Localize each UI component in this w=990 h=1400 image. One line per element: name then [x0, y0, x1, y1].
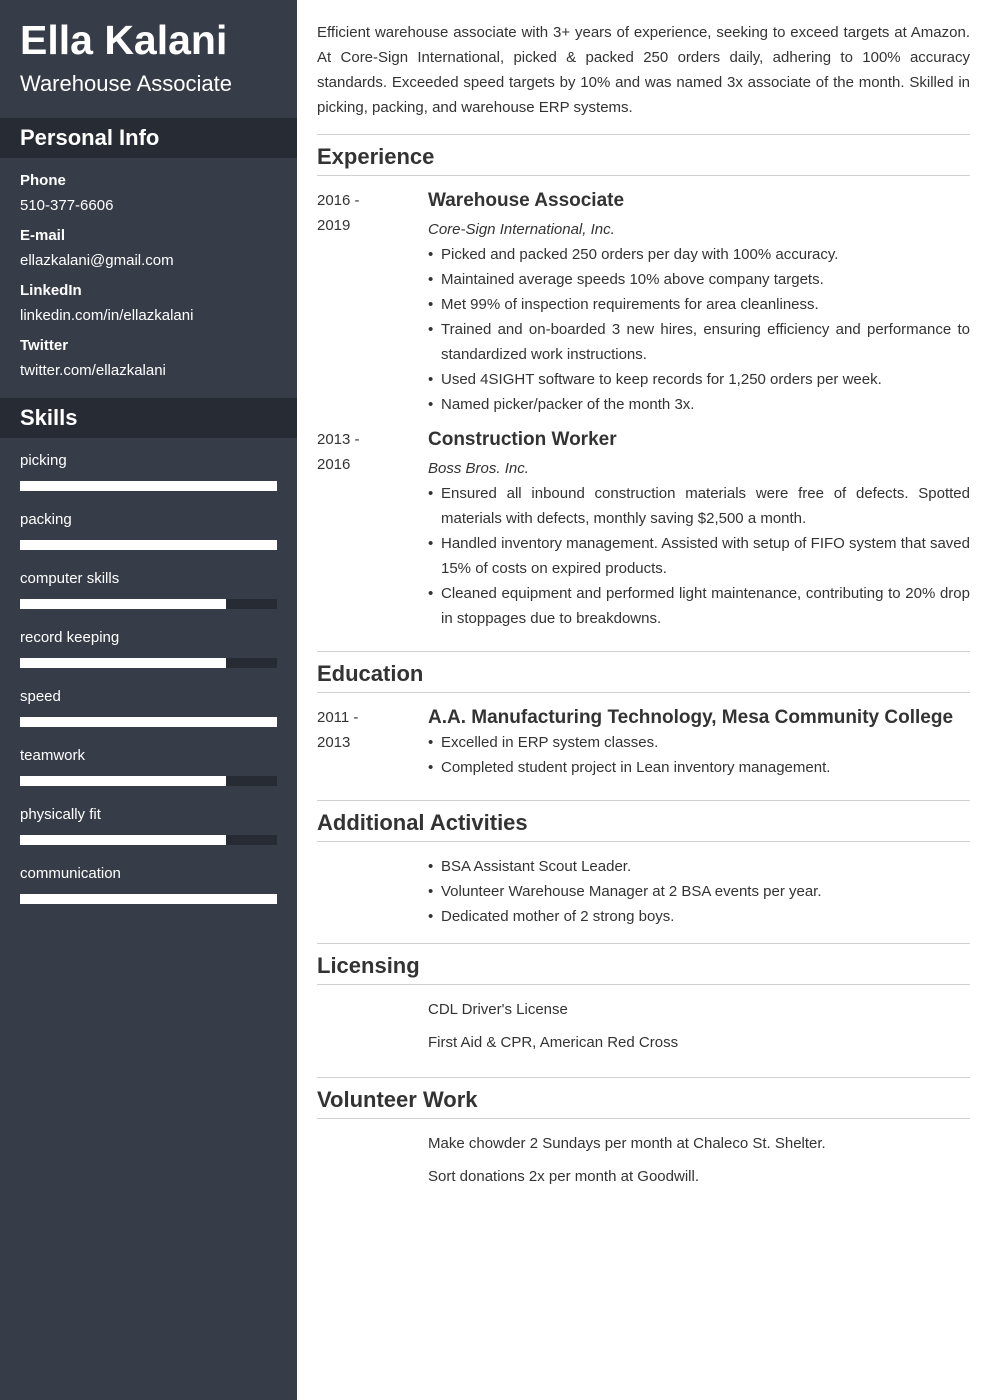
skill-bar-fill — [20, 599, 226, 609]
skill-bar — [20, 894, 277, 904]
skill-name: physically fit — [20, 806, 101, 823]
email-value: ellazkalani@gmail.com — [20, 252, 174, 269]
bullet-item: • Excelled in ERP system classes. — [428, 730, 970, 755]
skill-item — [20, 629, 277, 688]
bullet-list — [317, 854, 970, 929]
bullet-item: • Handled inventory management. Assisted with setup of FIFO system that saved 15% of costs on expired products. — [428, 531, 970, 581]
bullet-item: • Picked and packed 250 orders per day with 100% accuracy. — [428, 242, 970, 267]
date-end: 2016 — [317, 456, 351, 473]
job-title: Construction Worker — [428, 429, 617, 450]
volunteer-item: Make chowder 2 Sundays per month at Chaleco St. Shelter. — [428, 1135, 826, 1152]
entry-content — [428, 705, 970, 780]
education-body — [317, 693, 970, 800]
experience-body — [317, 176, 970, 651]
bullet-item: • Dedicated mother of 2 strong boys. — [428, 904, 970, 929]
activities-section — [317, 800, 970, 943]
twitter-value: twitter.com/ellazkalani — [20, 362, 166, 379]
skill-bar-fill — [20, 776, 226, 786]
licensing-section — [317, 943, 970, 1077]
bullet-item: • Maintained average speeds 10% above company targets. — [428, 267, 970, 292]
skill-bar — [20, 599, 277, 609]
skill-bar — [20, 776, 277, 786]
skill-name: packing — [20, 511, 72, 528]
company-name: Core-Sign International, Inc. — [428, 221, 615, 238]
activities-header: Additional Activities — [317, 801, 970, 842]
info-phone — [20, 172, 277, 215]
skill-bar — [20, 658, 277, 668]
skill-bar — [20, 481, 277, 491]
date-end: 2019 — [317, 217, 351, 234]
info-linkedin — [20, 282, 277, 325]
date-start: 2016 - — [317, 192, 360, 209]
skill-bar-fill — [20, 540, 277, 550]
job-title: Warehouse Associate — [428, 190, 625, 211]
linkedin-value: linkedin.com/in/ellazkalani — [20, 307, 194, 324]
skill-item — [20, 747, 277, 806]
skill-item — [20, 806, 277, 865]
licensing-header: Licensing — [317, 944, 970, 985]
skill-bar — [20, 717, 277, 727]
date-start: 2013 - — [317, 431, 360, 448]
bullet-list — [428, 242, 970, 417]
main-content — [317, 0, 970, 1211]
bullet-item: • Ensured all inbound construction materials were free of defects. Spotted materials with defects, monthly saving $2,500 a month. — [428, 481, 970, 531]
entry-content — [428, 427, 970, 631]
entry-date — [317, 188, 428, 417]
skill-name: computer skills — [20, 570, 120, 587]
candidate-name: Ella Kalani — [20, 17, 228, 63]
personal-info-header: Personal Info — [0, 118, 297, 158]
bullet-item: • BSA Assistant Scout Leader. — [428, 854, 970, 879]
experience-entry — [317, 188, 970, 417]
education-section — [317, 651, 970, 800]
info-label: LinkedIn — [20, 282, 82, 299]
skill-bar-fill — [20, 658, 226, 668]
skills-header: Skills — [0, 398, 297, 438]
info-twitter — [20, 337, 277, 380]
volunteer-header: Volunteer Work — [317, 1078, 970, 1119]
entry-date — [317, 705, 428, 780]
info-email — [20, 227, 277, 270]
bullet-list — [428, 730, 970, 780]
skill-item — [20, 865, 277, 924]
skills-list — [0, 438, 297, 924]
skill-item — [20, 452, 277, 511]
personal-info — [0, 158, 297, 398]
date-end: 2013 — [317, 734, 351, 751]
licensing-body — [317, 985, 970, 1077]
sidebar — [0, 0, 297, 1400]
skill-bar-fill — [20, 717, 277, 727]
experience-header: Experience — [317, 135, 970, 176]
experience-entry — [317, 427, 970, 631]
education-header: Education — [317, 652, 970, 693]
skill-item — [20, 688, 277, 747]
skill-name: picking — [20, 452, 67, 469]
skill-bar-fill — [20, 481, 277, 491]
activities-body — [317, 842, 970, 943]
experience-section — [317, 134, 970, 651]
bullet-item: • Volunteer Warehouse Manager at 2 BSA events per year. — [428, 879, 970, 904]
skill-name: teamwork — [20, 747, 86, 764]
info-label: Twitter — [20, 337, 69, 354]
bullet-item: • Trained and on-boarded 3 new hires, ensuring efficiency and performance to standardized work instructions. — [428, 317, 970, 367]
skill-bar — [20, 540, 277, 550]
volunteer-item: Sort donations 2x per month at Goodwill. — [428, 1168, 699, 1185]
bullet-item: • Completed student project in Lean inventory management. — [428, 755, 970, 780]
entry-content — [428, 188, 970, 417]
bullet-item: • Met 99% of inspection requirements for area cleanliness. — [428, 292, 970, 317]
candidate-title: Warehouse Associate — [20, 71, 232, 96]
skill-name: speed — [20, 688, 61, 705]
skill-bar-fill — [20, 894, 277, 904]
license-item: First Aid & CPR, American Red Cross — [428, 1034, 679, 1051]
skill-item — [20, 570, 277, 629]
bullet-item: • Cleaned equipment and performed light maintenance, contributing to 20% drop in stoppages due to breakdowns. — [428, 581, 970, 631]
date-start: 2011 - — [317, 709, 359, 726]
skill-item — [20, 511, 277, 570]
skill-name: record keeping — [20, 629, 120, 646]
education-entry — [317, 705, 970, 780]
info-label: Phone — [20, 172, 66, 189]
bullet-item: • Named picker/packer of the month 3x. — [428, 392, 970, 417]
volunteer-section — [317, 1077, 970, 1211]
entry-date — [317, 427, 428, 631]
degree-title: A.A. Manufacturing Technology, Mesa Community College — [428, 707, 954, 728]
volunteer-body — [317, 1119, 970, 1211]
skill-bar — [20, 835, 277, 845]
license-item: CDL Driver's License — [428, 1001, 568, 1018]
info-label: E-mail — [20, 227, 66, 244]
bullet-list — [428, 481, 970, 631]
skill-bar-fill — [20, 835, 226, 845]
company-name: Boss Bros. Inc. — [428, 460, 529, 477]
phone-value: 510-377-6606 — [20, 197, 114, 214]
bullet-item: • Used 4SIGHT software to keep records for 1,250 orders per week. — [428, 367, 970, 392]
skill-name: communication — [20, 865, 121, 882]
summary: Efficient warehouse associate with 3+ years of experience, seeking to exceed targets at Amazon. At Core-Sign International, picked & packed 250 orders daily, adhering to 100% accuracy standards. Exceeded speed targets by 10% and was named 3x associate of the month. Skilled in picking, packing, and warehouse ERP systems. — [317, 24, 970, 116]
